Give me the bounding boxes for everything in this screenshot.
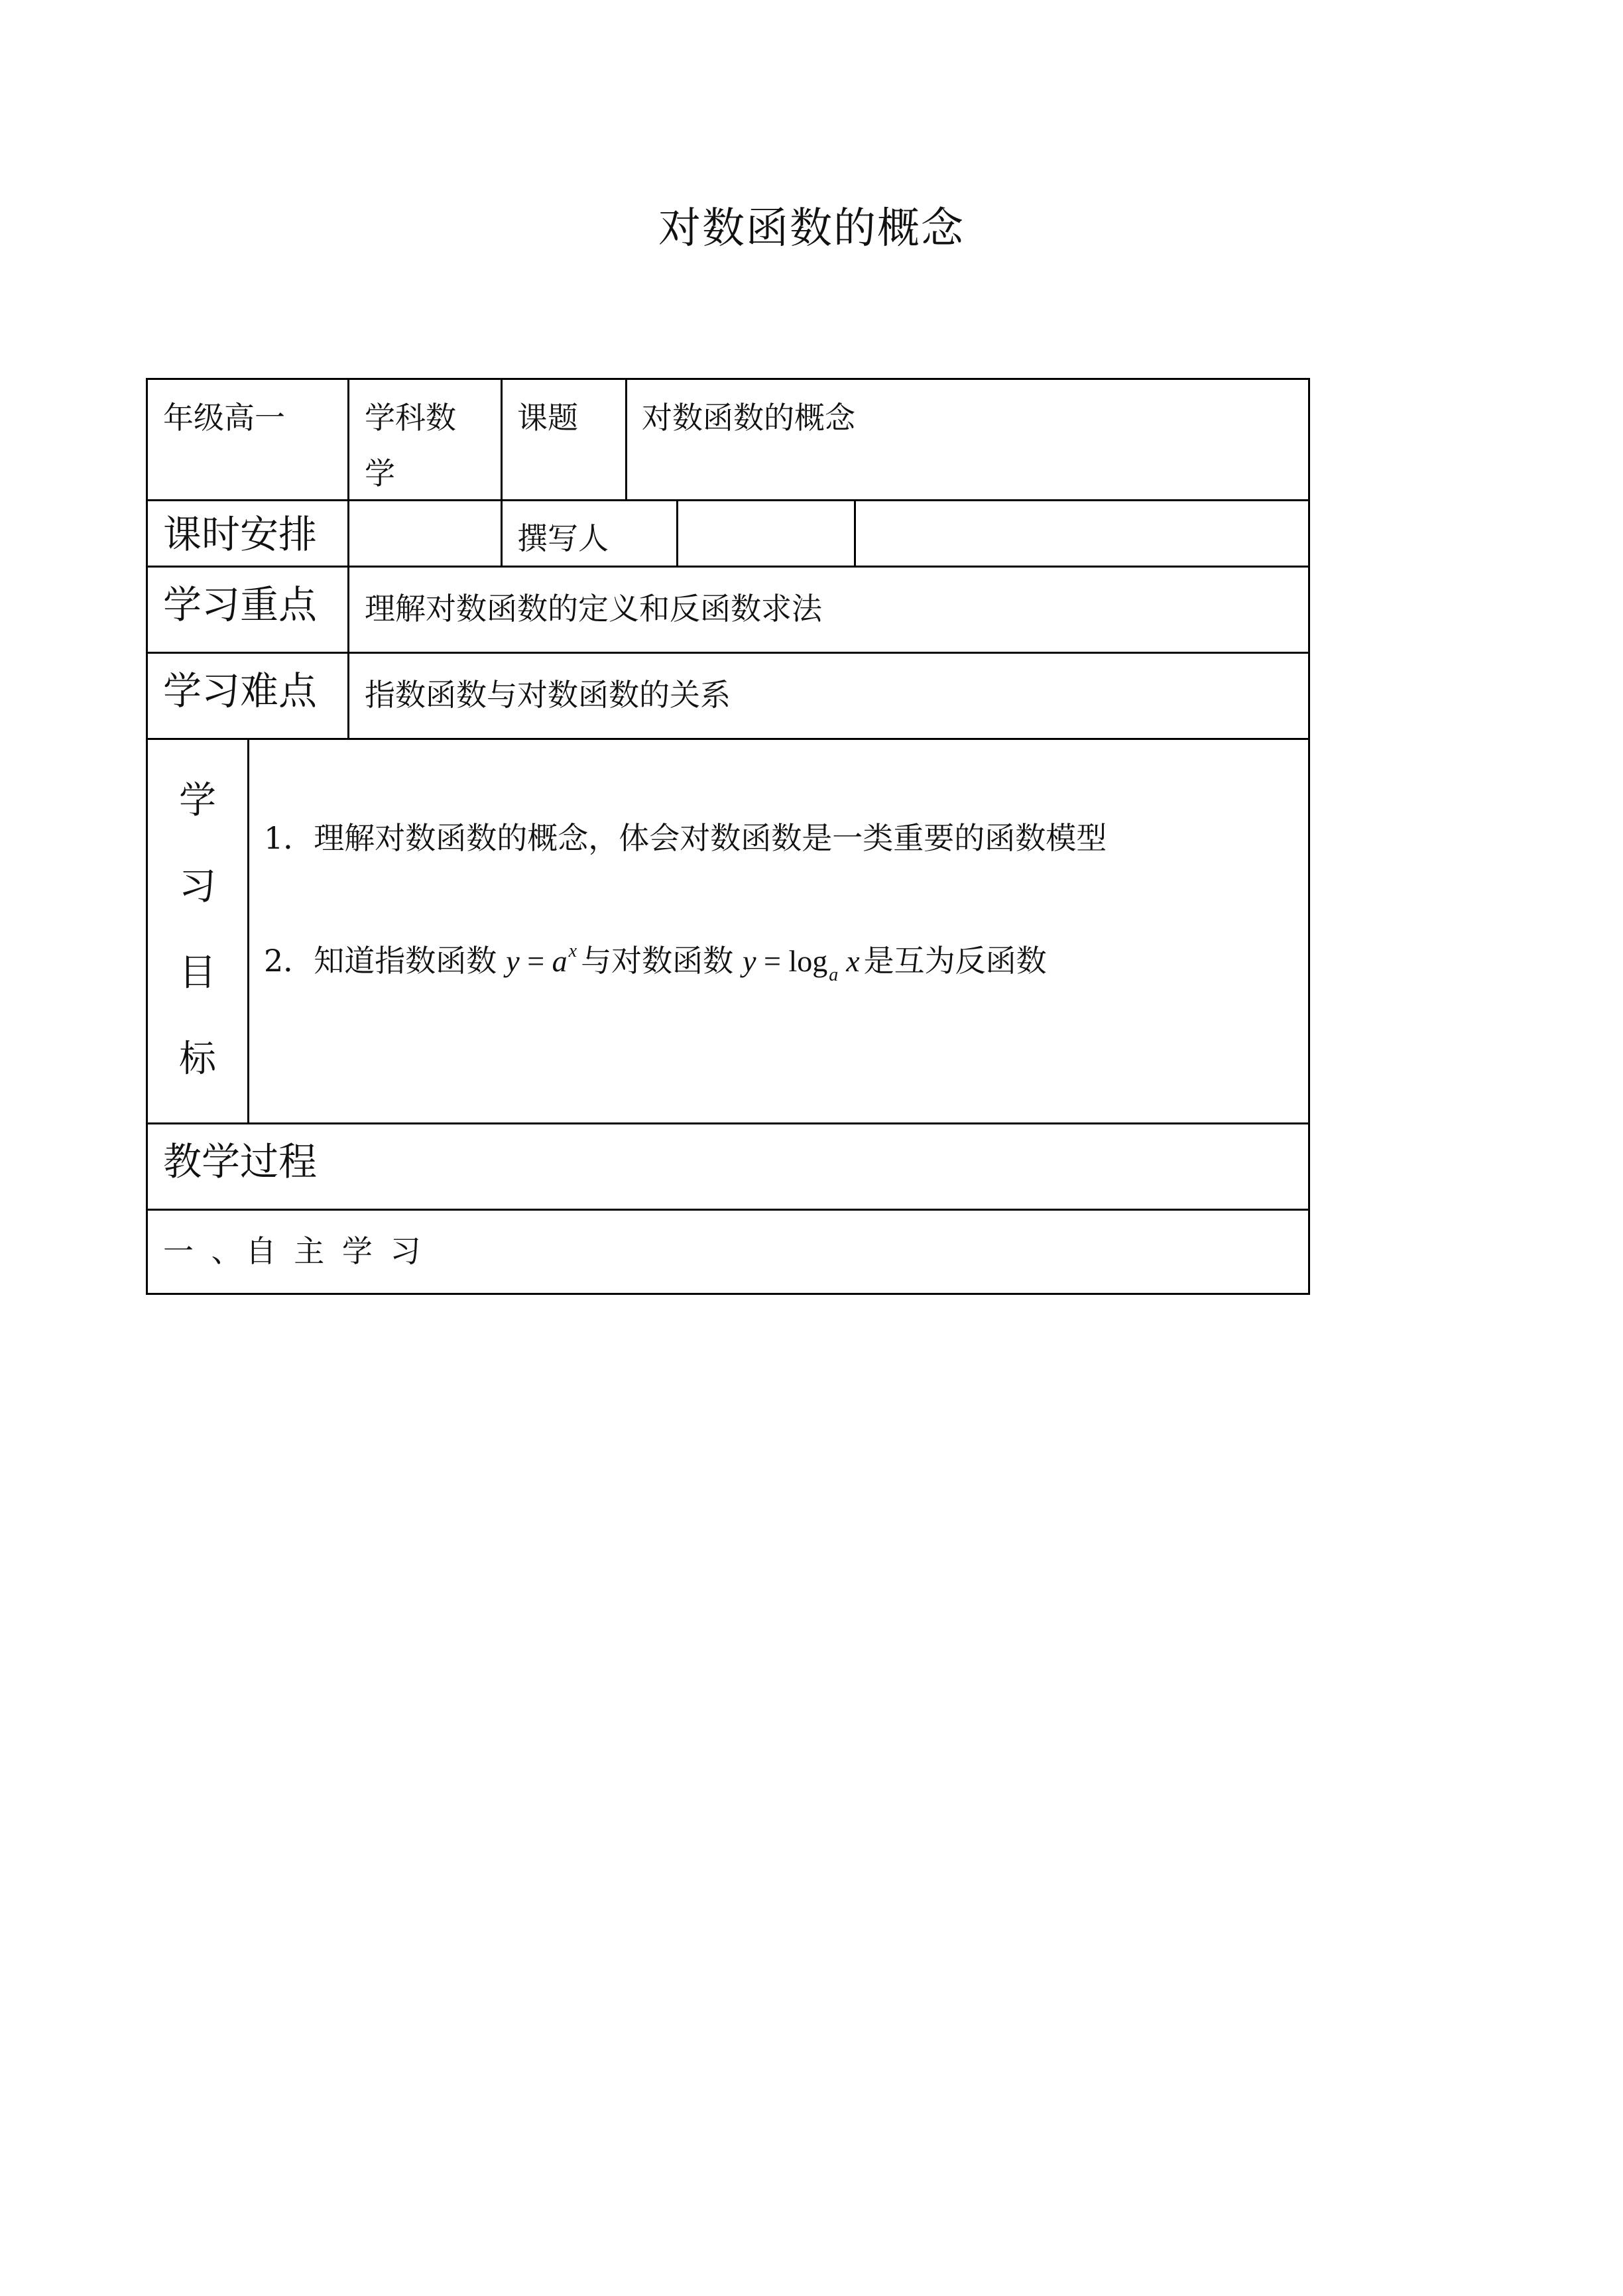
page-title: 对数函数的概念 (658, 204, 965, 253)
goal-item-1: 1．理解对数函数的概念，体会对数函数是一类重要的函数模型 (264, 820, 1107, 856)
log-func-y: y (743, 944, 756, 978)
subject-cell-line2: 学 (365, 455, 395, 491)
grade-cell: 年级高一 (163, 400, 285, 436)
goal-item-2 (264, 933, 1047, 994)
difficulty-value: 指数函数与对数函数的关系 (365, 677, 731, 713)
period-label: 课时安排 (163, 512, 318, 557)
col-divider (676, 499, 678, 566)
log-func-name: log (788, 944, 828, 978)
exp-func-exponent: x (568, 941, 577, 961)
exp-func-eq: = (519, 944, 552, 978)
row-divider (146, 1209, 1310, 1211)
goals-label-char: 标 (179, 1038, 216, 1081)
col-divider (501, 378, 503, 566)
log-func-base: a (829, 965, 839, 985)
goal-2-middle: 与对数函数 (581, 943, 734, 979)
table-border-top (146, 378, 1310, 380)
self-study-heading: 一 、自 主 学 习 (163, 1233, 425, 1269)
goal-2-suffix: 是互为反函数 (863, 943, 1047, 979)
log-func-x: x (846, 944, 860, 978)
row-divider (146, 1122, 1310, 1124)
row-divider (146, 652, 1310, 654)
difficulty-label: 学习难点 (163, 668, 318, 713)
subject-cell-line1: 学科数 (365, 400, 456, 436)
row-divider (146, 566, 1310, 568)
row-divider (146, 499, 1310, 501)
col-divider (625, 378, 627, 499)
exp-func-y: y (506, 944, 520, 978)
row-divider (146, 738, 1310, 740)
col-divider (247, 738, 249, 1122)
table-border-left (146, 378, 148, 1295)
goals-label-char: 学 (179, 779, 216, 822)
topic-value: 对数函数的概念 (642, 400, 855, 436)
col-divider (347, 378, 349, 738)
key-point-value: 理解对数函数的定义和反函数求法 (365, 591, 822, 627)
teaching-process-label: 教学过程 (163, 1139, 318, 1184)
goals-label-char: 目 (179, 951, 216, 995)
log-func-eq: = (756, 944, 789, 978)
exp-func-base: a (552, 944, 568, 978)
key-point-label: 学习重点 (163, 582, 318, 627)
goal-2-prefix: 2．知道指数函数 (264, 943, 497, 979)
col-divider (854, 499, 856, 566)
author-label: 撰写人 (517, 520, 609, 556)
table-border-bottom (146, 1293, 1310, 1295)
goals-label-char: 习 (179, 865, 216, 908)
table-border-right (1308, 378, 1310, 1295)
topic-label: 课题 (517, 400, 578, 436)
